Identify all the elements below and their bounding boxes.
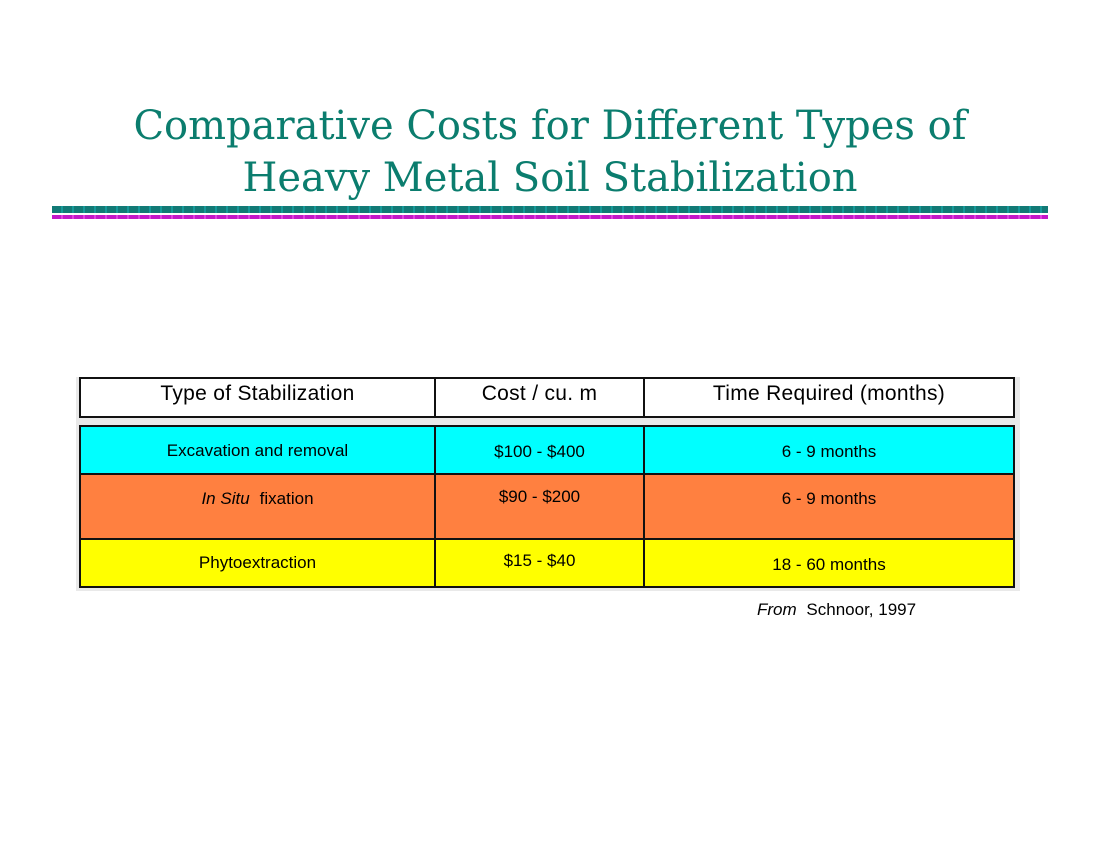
table-row-1-type [79,425,436,475]
row-2-type-italic: In Situ [201,489,250,508]
row-1-time-text: 6 - 9 months [781,442,877,461]
table-row-2-time [643,473,1015,540]
header-type-label: Type of Stabilization [160,382,355,405]
source-prefix: From [757,600,797,619]
row-2-type-text: fixation [259,489,314,508]
row-3-cost-text: $15 - $40 [503,551,576,570]
table-row-3-time [643,538,1015,588]
slide-title [0,100,1100,204]
table-row-2-cost [434,473,645,540]
header-cost [434,377,645,418]
table-row-1-time [643,425,1015,475]
table-row-1-cost [434,425,645,475]
table-row-2-type [79,473,436,540]
table-row-3-cost [434,538,645,588]
row-2-cost-text: $90 - $200 [498,487,581,506]
row-1-cost-text: $100 - $400 [494,442,585,461]
row-3-type-text: Phytoextraction [198,553,317,572]
title-underline-teal [52,206,1048,213]
slide-title-line-2: Heavy Metal Soil Stabilization [242,155,858,201]
source-citation [757,600,916,620]
header-time-required [643,377,1015,418]
header-cost-label: Cost / cu. m [481,382,598,405]
row-2-time-text: 6 - 9 months [781,489,877,508]
row-3-time-text: 18 - 60 months [772,555,886,574]
header-time-label: Time Required (months) [712,382,946,405]
header-type-of-stabilization [79,377,436,418]
slide-title-line-1: Comparative Costs for Different Types of [133,103,967,149]
row-1-type-text: Excavation and removal [166,441,349,460]
source-text: Schnoor, 1997 [806,600,917,619]
title-underline-magenta [52,215,1048,219]
table-row-3-type [79,538,436,588]
